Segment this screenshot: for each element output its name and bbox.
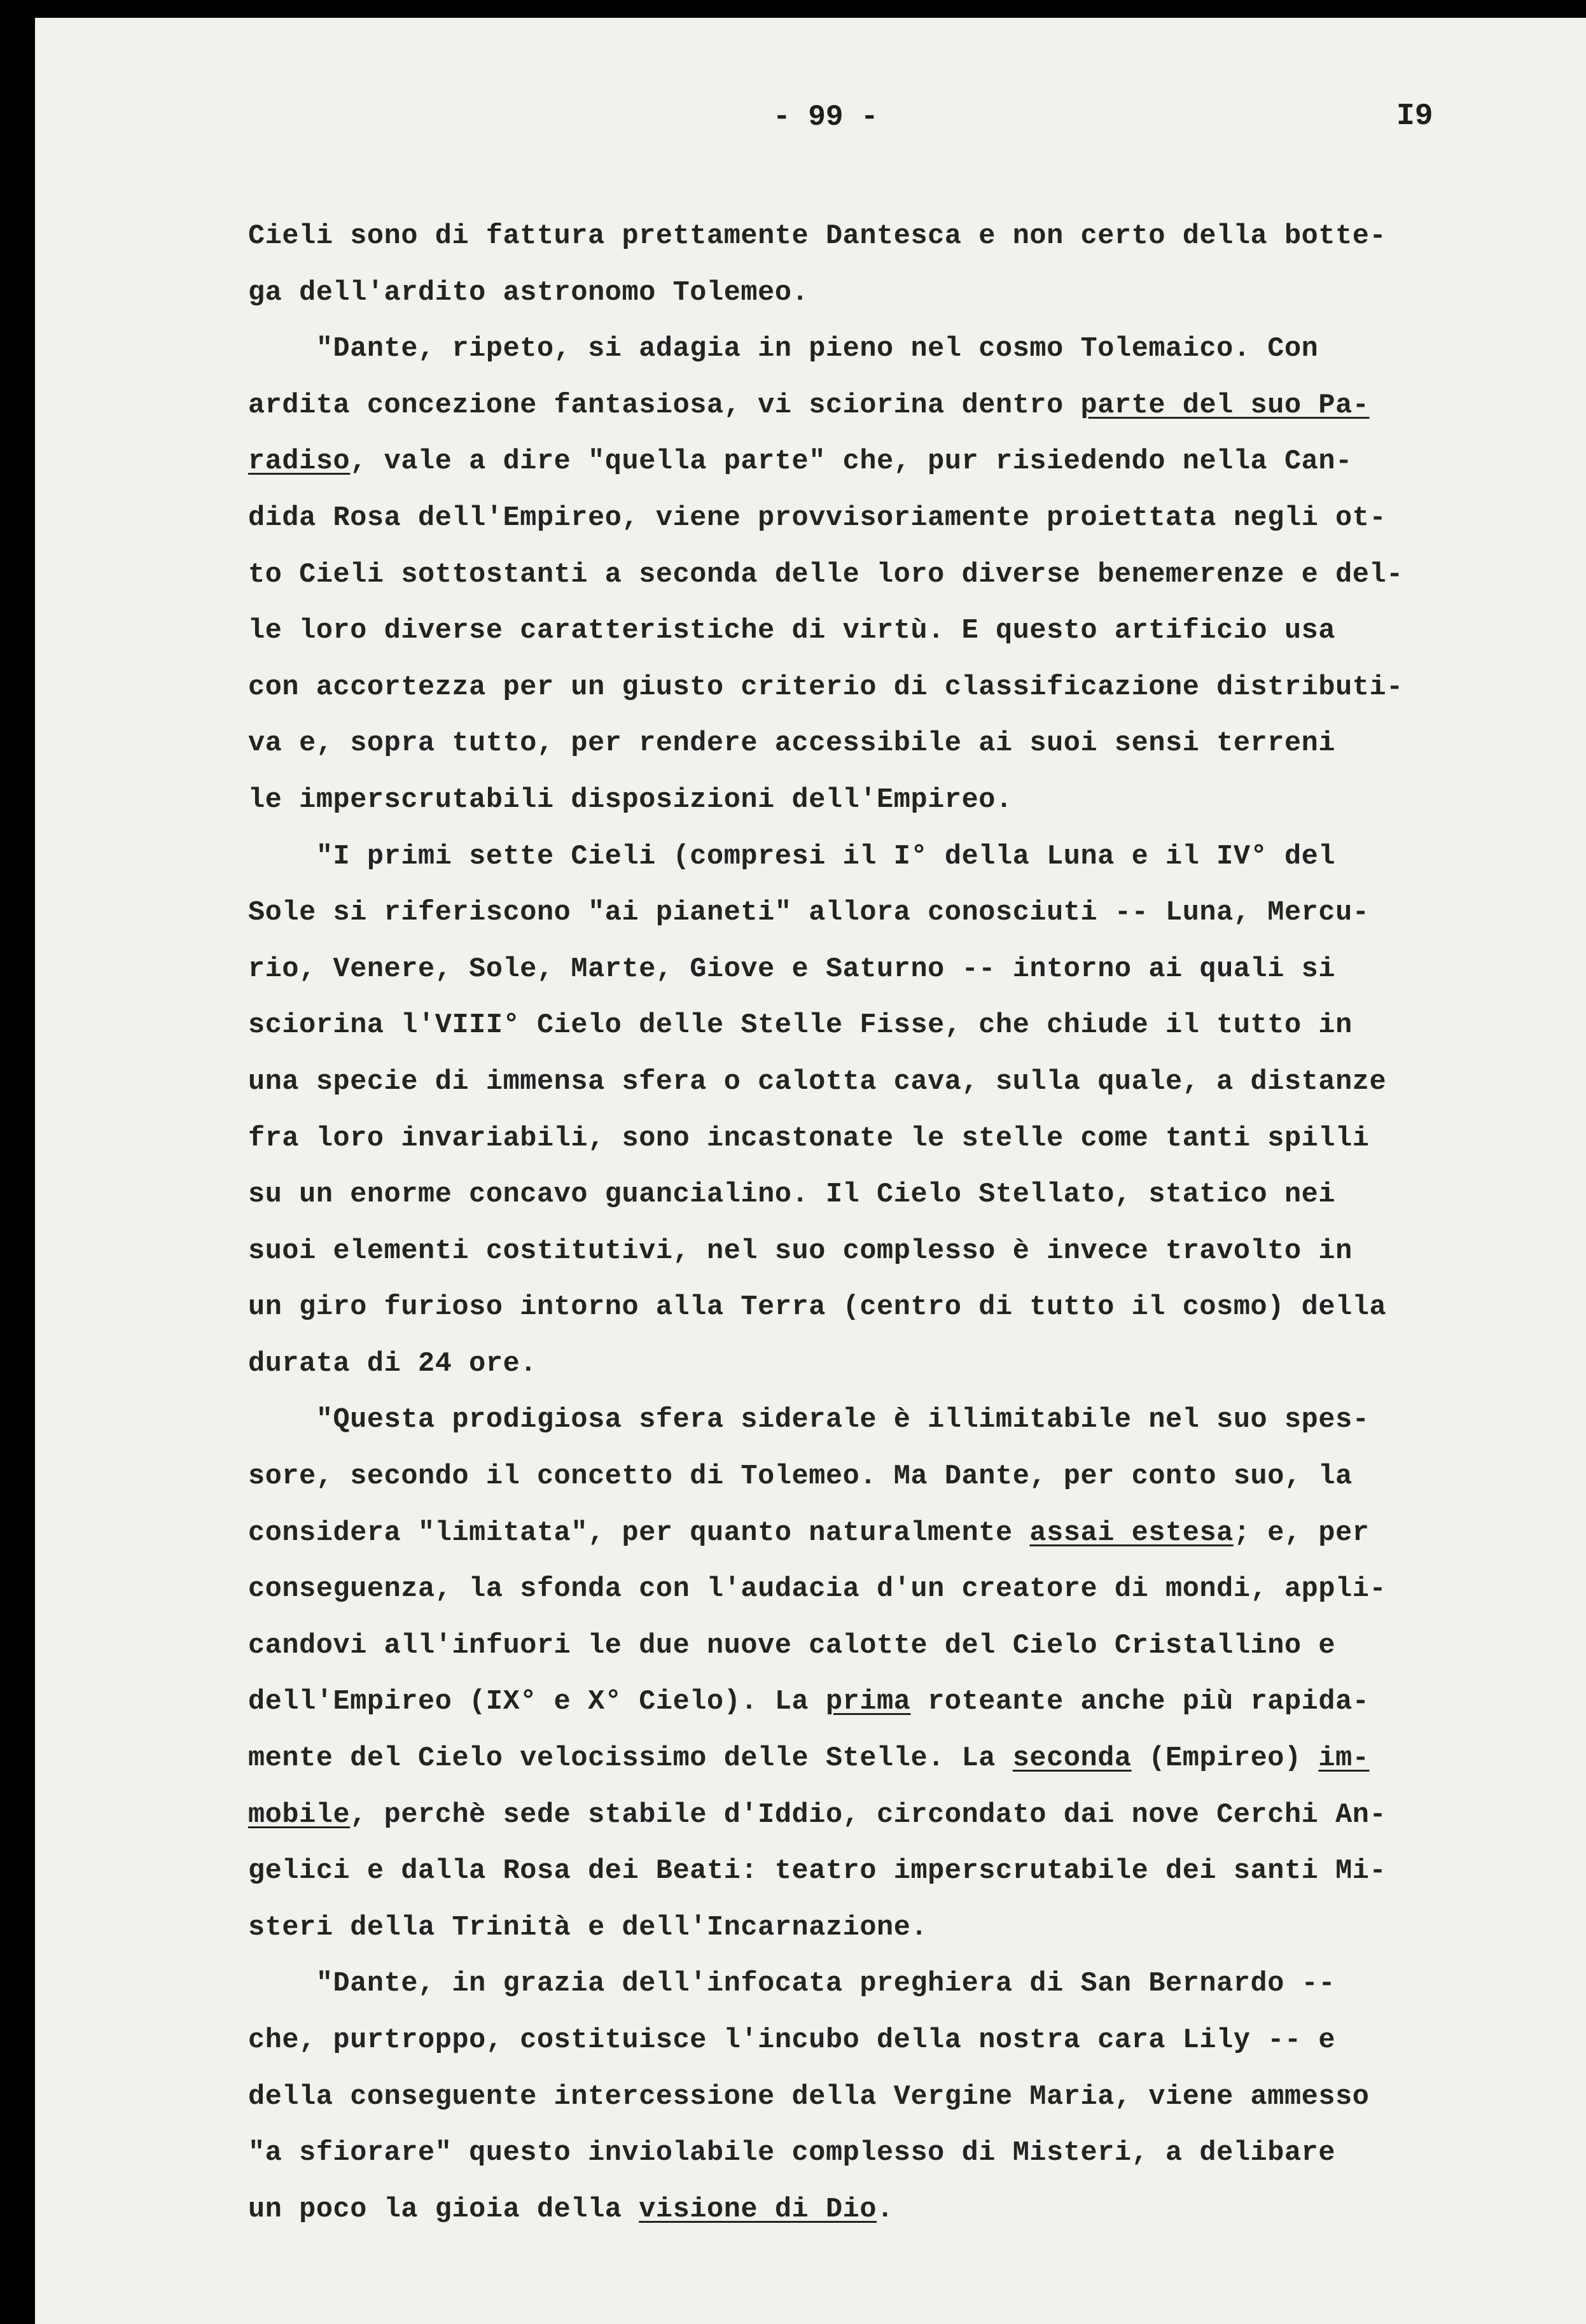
text-segment: dida Rosa dell'Empireo, viene provvisoriamente proiettata negli ot- [248,502,1387,534]
text-segment: to Cieli sottostanti a seconda delle loro diverse benemerenze e del- [248,559,1403,591]
text-line [248,1506,1578,1562]
text-segment: fra loro invariabili, sono incastonate le stelle come tanti spilli [248,1123,1370,1154]
text-line [248,942,1578,998]
text-line [248,378,1578,435]
text-segment: ; e, per [1233,1517,1370,1549]
text-segment: va e, sopra tutto, per rendere accessibile ai suoi sensi terreni [248,728,1336,760]
text-line [248,1956,1578,2013]
text-line [248,716,1578,773]
text-segment: rio, Venere, Sole, Marte, Giove e Saturno -- intorno ai quali si [248,953,1336,985]
text-segment: , perchè sede stabile d'Iddio, circondato dai nove Cerchi An- [350,1799,1387,1831]
text-line [248,1054,1578,1111]
text-line [248,2069,1578,2126]
underlined-text: radiso [248,446,351,478]
text-line [248,1788,1578,1844]
underlined-text: visione di Dio [639,2194,877,2225]
text-segment: steri della Trinità e dell'Incarnazione. [248,1912,928,1943]
underlined-text: mobile [248,1799,351,1831]
text-line [248,1900,1578,1957]
text-segment: , vale a dire "quella parte" che, pur risiedendo nella Can- [350,446,1353,478]
text-segment: durata di 24 ore. [248,1348,537,1380]
text-segment: che, purtroppo, costituisce l'incubo della nostra cara Lily -- e [248,2025,1336,2056]
text-line [248,603,1578,660]
text-segment: "Dante, ripeto, si adagia in pieno nel cosmo Tolemaico. Con [248,333,1319,365]
text-line [248,1618,1578,1675]
underlined-text: parte del suo Pa- [1080,389,1370,421]
text-segment: ardita concezione fantasiosa, vi sciorina dentro [248,389,1081,421]
text-line [248,1280,1578,1336]
text-line [248,1392,1578,1449]
text-line [248,1731,1578,1788]
text-line [248,265,1578,322]
page-number: - 99 - [773,101,879,134]
folio-number: I9 [1396,99,1433,134]
text-segment: Cieli sono di fattura prettamente Dantesca e non certo della botte- [248,221,1387,252]
text-line [248,829,1578,886]
text-segment: mente del Cielo velocissimo delle Stelle. La [248,1743,1013,1775]
text-segment: con accortezza per un giusto criterio di classificazione distributi- [248,671,1403,703]
text-line [248,1449,1578,1506]
text-line [248,1562,1578,1618]
text-line [248,1844,1578,1900]
text-line [248,885,1578,942]
text-segment: della conseguente intercessione della Vergine Maria, viene ammesso [248,2081,1370,2113]
underlined-text: assai estesa [1029,1517,1234,1549]
text-segment: "Questa prodigiosa sfera siderale è illimitabile nel suo spes- [248,1404,1370,1436]
text-line [248,491,1578,547]
text-segment: (Empireo) [1131,1743,1319,1775]
text-segment: "Dante, in grazia dell'infocata preghiera di San Bernardo -- [248,1968,1336,2000]
text-line [248,321,1578,378]
text-segment: un giro furioso intorno alla Terra (centro di tutto il cosmo) della [248,1292,1387,1324]
underlined-text: prima [825,1686,911,1718]
text-line [248,2182,1578,2239]
text-segment: Sole si riferiscono "ai pianeti" allora conosciuti -- Luna, Mercu- [248,897,1370,929]
text-segment: "I primi sette Cieli (compresi il I° della Luna e il IV° del [248,841,1336,872]
text-segment: dell'Empireo (IX° e X° Cielo). La [248,1686,826,1718]
text-segment: considera "limitata", per quanto naturalmente [248,1517,1030,1549]
text-segment: un poco la gioia della [248,2194,639,2225]
text-line [248,998,1578,1054]
document-page [35,18,1586,2324]
text-line [248,434,1578,491]
text-line [248,773,1578,829]
text-line [248,2125,1578,2182]
text-line [248,1336,1578,1393]
text-segment: ga dell'ardito astronomo Tolemeo. [248,277,809,309]
text-segment: le loro diverse caratteristiche di virtù. E questo artificio usa [248,615,1336,647]
text-segment: gelici e dalla Rosa dei Beati: teatro imperscrutabile dei santi Mi- [248,1856,1387,1887]
text-line [248,547,1578,604]
text-segment: "a sfiorare" questo inviolabile complesso di Misteri, a delibare [248,2138,1336,2169]
text-segment: . [877,2194,894,2225]
underlined-text: seconda [1012,1743,1132,1775]
text-segment: sciorina l'VIII° Cielo delle Stelle Fisse, che chiude il tutto in [248,1010,1353,1042]
text-segment: le imperscrutabili disposizioni dell'Empireo. [248,784,1013,816]
body-text [248,209,1578,2238]
text-line [248,660,1578,717]
text-segment: su un enorme concavo guancialino. Il Cielo Stellato, statico nei [248,1179,1336,1211]
underlined-text: im- [1318,1743,1370,1775]
text-segment: suoi elementi costitutivi, nel suo complesso è invece travolto in [248,1235,1353,1267]
text-segment: candovi all'infuori le due nuove calotte del Cielo Cristallino e [248,1630,1336,1662]
text-segment: conseguenza, la sfonda con l'audacia d'un creatore di mondi, appli- [248,1574,1387,1606]
text-line [248,1167,1578,1224]
text-segment: sore, secondo il concetto di Tolemeo. Ma Dante, per conto suo, la [248,1461,1353,1493]
text-segment: una specie di immensa sfera o calotta cava, sulla quale, a distanze [248,1066,1387,1098]
text-line [248,209,1578,265]
text-line [248,1224,1578,1280]
text-line [248,2013,1578,2069]
text-segment: roteante anche più rapida- [910,1686,1370,1718]
text-line [248,1111,1578,1168]
text-line [248,1674,1578,1731]
